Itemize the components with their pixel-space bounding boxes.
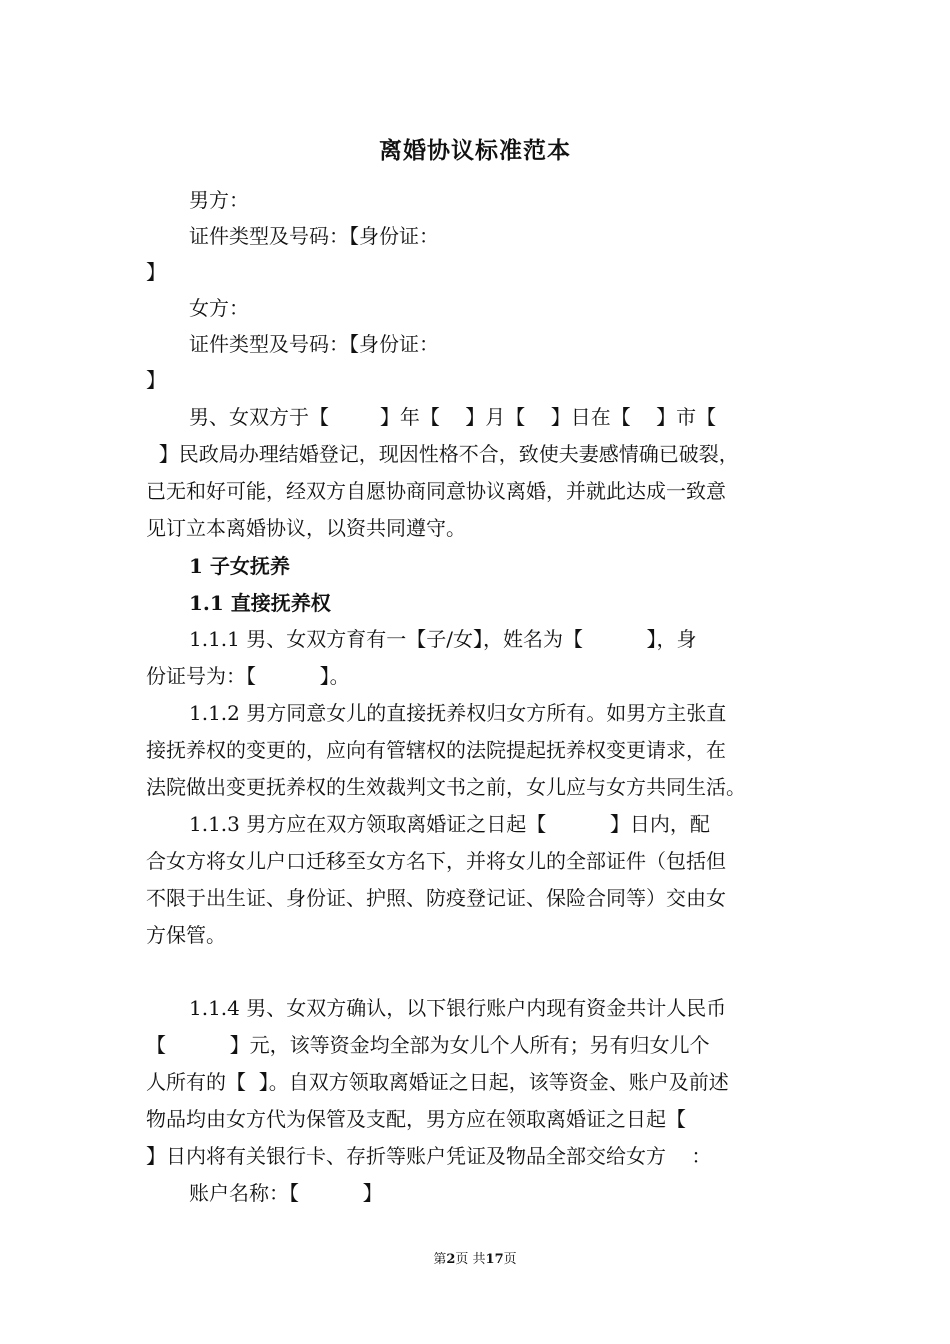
clause-line: 【 】元，该等资金均全部为女儿个人所有；另有归女儿个 [146, 1033, 710, 1057]
paragraph-line: 男、女双方于【 】年【 】月【 】日在【 】市【 [189, 405, 717, 429]
line-female-id-close: 】 [146, 368, 166, 392]
footer-middle: 页 共 [455, 1252, 486, 1267]
clause-line: 1.1.3 男方应在双方领取离婚证之日起【 】日内，配 [189, 812, 710, 836]
clause-line: 1.1.1 男、女双方育有一【子/女】，姓名为【 】，身 [189, 627, 697, 651]
clause-line: 接抚养权的变更的，应向有管辖权的法院提起抚养权变更请求，在 [146, 738, 726, 762]
subsection-heading: 1.1 直接抚养权 [189, 591, 331, 615]
page-footer [0, 1248, 950, 1267]
line-male-party: 男方： [189, 188, 249, 212]
footer-total-pages: 17 [485, 1252, 504, 1267]
clause-line: 不限于出生证、身份证、护照、防疫登记证、保险合同等）交由女 [146, 886, 726, 910]
line-female-id: 证件类型及号码：【身份证： [189, 332, 439, 356]
clause-line: 份证号为：【 】。 [146, 664, 350, 688]
clause-line: 物品均由女方代为保管及支配，男方应在领取离婚证之日起【 [146, 1107, 686, 1131]
clause-line: 法院做出变更抚养权的生效裁判文书之前，女儿应与女方共同生活。 [146, 775, 746, 799]
clause-line: 合女方将女儿户口迁移至女方名下，并将女儿的全部证件（包括但 [146, 849, 726, 873]
footer-current-page: 2 [446, 1252, 456, 1267]
clause-line: 方保管。 [146, 923, 226, 947]
clause-line: 1.1.2 男方同意女儿的直接抚养权归女方所有。如男方主张直 [189, 701, 727, 725]
paragraph-line: 已无和好可能，经双方自愿协商同意协议离婚，并就此达成一致意 [146, 479, 726, 503]
footer-suffix: 页 [503, 1252, 517, 1267]
paragraph-line: 】民政局办理结婚登记，现因性格不合，致使夫妻感情确已破裂， [146, 442, 739, 466]
clause-line: 人所有的【 】。自双方领取离婚证之日起，该等资金、账户及前述 [146, 1070, 729, 1094]
line-male-id-close: 】 [146, 260, 166, 284]
paragraph-line: 见订立本离婚协议，以资共同遵守。 [146, 516, 466, 540]
section-heading: 1 子女抚养 [189, 554, 290, 578]
document-title: 离婚协议标准范本 [379, 137, 571, 164]
account-name-line: 账户名称：【 】 [189, 1181, 383, 1205]
clause-line: 】日内将有关银行卡、存折等账户凭证及物品全部交给女方 ： [146, 1144, 712, 1168]
footer-prefix: 第 [433, 1252, 447, 1267]
line-female-party: 女方： [189, 296, 249, 320]
line-male-id: 证件类型及号码：【身份证： [189, 224, 439, 248]
clause-line: 1.1.4 男、女双方确认，以下银行账户内现有资金共计人民币 [189, 996, 727, 1020]
